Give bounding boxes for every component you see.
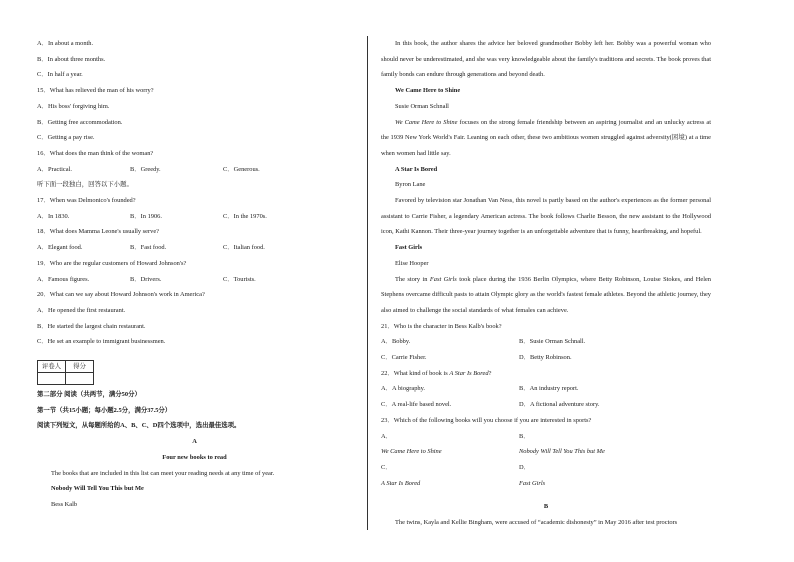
q15-stem: 15．What has relieved the man of his worry? <box>37 87 154 95</box>
q22-stem-pre: 22．What kind of book is <box>381 369 450 377</box>
score-cell <box>66 373 94 385</box>
q18-option-a: A．Elegant food. <box>37 244 83 252</box>
q14-option-c: C．In half a year. <box>37 71 83 79</box>
q23-options-cd <box>381 460 711 491</box>
passage-b-label: B <box>543 503 549 511</box>
q21-option-d: D．Betty Robinson. <box>519 354 572 362</box>
q17-stem: 17．When was Delmonico's founded? <box>37 197 136 205</box>
q16-option-a: A．Practical. <box>37 165 72 173</box>
grader-header: 评卷人 <box>38 361 66 373</box>
score-header: 得分 <box>66 361 94 373</box>
q23-options-ab <box>381 429 711 460</box>
q14-option-a: A．In about a month. <box>37 40 94 47</box>
passage-a-intro: The books that are included in this list can meet your reading needs at any time of year. <box>51 469 275 477</box>
q23-option-c <box>381 460 519 491</box>
book4-description <box>381 272 711 319</box>
right-column <box>381 36 711 531</box>
q19-option-c: C．Tourists. <box>223 275 256 283</box>
book2-author: Susie Orman Schnall <box>395 102 449 110</box>
book4-author: Elise Hooper <box>395 259 429 267</box>
book1-title: Nobody Will Tell You This but Me <box>51 485 144 493</box>
book2-title-ref: We Came Here to Shine <box>395 118 458 126</box>
q19-options <box>37 272 352 288</box>
q21-option-b: B．Susie Orman Schnall. <box>519 338 586 346</box>
q23-option-b <box>519 429 657 460</box>
q17-option-a: A．In 1830. <box>37 212 70 220</box>
q23-option-a-prefix: A． <box>381 432 393 440</box>
q21-option-c: C．Carrie Fisher. <box>381 354 427 362</box>
q17-option-c: C．In the 1970s. <box>223 212 267 220</box>
book4-title-ref: Fast Girls <box>429 275 457 283</box>
q23-option-a-text: We Came Here to Shine <box>381 448 442 456</box>
q19-option-a: A．Famous figures. <box>37 275 90 283</box>
q20-option-a: A．He opened the first restaurant. <box>37 306 126 314</box>
grader-cell <box>38 373 66 385</box>
book2-title: We Came Here to Shine <box>395 87 461 95</box>
q23-option-c-prefix: C． <box>381 463 392 471</box>
q21-options-ab <box>381 334 711 350</box>
score-table <box>37 360 94 385</box>
q23-option-b-text: Nobody Will Tell You This but Me <box>519 448 605 456</box>
part2-title: 第二部分 阅读（共两节，满分50分） <box>37 391 141 399</box>
q23-option-a <box>381 429 519 460</box>
book4-desc-pre: The story in <box>395 275 430 283</box>
q23-option-d <box>519 460 657 491</box>
passage-b-start: The twins, Kayla and Kellie Bingham, were accused of “academic dishonesty” in May 2016 after test proctors <box>395 519 678 527</box>
q23-option-d-text: Fast Girls <box>519 479 546 487</box>
q22-stem <box>381 366 711 382</box>
q22-options-cd <box>381 397 711 413</box>
q15-option-b: B．Getting free accommodation. <box>37 118 123 126</box>
q19-stem: 19．Who are the regular customers of Howard Johnson's? <box>37 259 187 267</box>
q21-options-cd <box>381 350 711 366</box>
q22-option-c: C．A real-life based novel. <box>381 401 452 409</box>
q22-option-d: D．A fictional adventure story. <box>519 401 600 409</box>
book4-desc-text: took place during the 1936 Berlin Olympics, where Betty Robinson, Louise Stokes, and Helen Stephens overcame difficult pasts to attain Olympic glory as the world's fastest female athletes. Beyond the athletic journey, they also aimed to challenge the social standards of what females can achieve. <box>381 275 711 314</box>
q18-stem: 18．What does Mamma Leone's usually serve? <box>37 228 160 236</box>
q23-option-c-text: A Star Is Bored <box>381 479 421 487</box>
book3-title: A Star Is Bored <box>395 165 438 173</box>
book1-author: Bess Kalb <box>51 500 78 508</box>
q15-option-c: C．Getting a pay rise. <box>37 134 95 142</box>
q19-option-b: B．Drivers. <box>130 275 162 283</box>
book1-description: In this book, the author shares the advice her beloved grandmother Bobby left her. Bobby was a powerful woman who should never be underestimated, and she was very knowledgeable about the family's traditions and secrets. The book proves that family bonds can endure through generations and beyond death. <box>381 40 711 79</box>
q22-options-ab <box>381 381 711 397</box>
q20-stem: 20．What can we say about Howard Johnson's work in America? <box>37 291 205 299</box>
book3-author: Byron Lane <box>395 181 426 189</box>
q18-option-b: B．Fast food. <box>130 244 167 252</box>
q16-stem: 16．What does the man think of the woman? <box>37 149 154 157</box>
q22-option-b: B．An industry report. <box>519 385 579 393</box>
book2-desc-text: focuses on the strong female friendship between an aspiring journalist and an unlucky actress at the 1939 New York World's Fair. Leaning on each other, these two ambitious women struggled against adversity(困境) at a time when women had little say. <box>381 118 711 157</box>
q20-option-b: B．He started the largest chain restaurant. <box>37 322 146 330</box>
column-divider <box>367 36 368 530</box>
q16-option-c: C．Generous. <box>223 165 260 173</box>
left-column <box>37 36 352 513</box>
q23-stem: 23．Which of the following books will you choose if you are interested in sports? <box>381 416 592 424</box>
q22-option-a: A．A biography. <box>381 385 425 393</box>
passage-a-label: A <box>192 438 197 446</box>
q22-stem-post: ? <box>488 369 492 377</box>
q21-stem: 21．Who is the character in Bess Kalb's book? <box>381 322 502 330</box>
q21-option-a: A．Bobby. <box>381 338 411 346</box>
q16-option-b: B．Greedy. <box>130 165 161 173</box>
q17-option-b: B．In 1906. <box>130 212 162 220</box>
book2-description <box>381 115 711 162</box>
book4-title: Fast Girls <box>395 244 423 252</box>
q20-option-c: C．He set an example to immigrant businessmen. <box>37 338 166 346</box>
q18-options <box>37 240 352 256</box>
q17-options <box>37 209 352 225</box>
q18-option-c: C．Italian food. <box>223 244 265 252</box>
q23-option-b-prefix: B． <box>519 432 530 440</box>
q16-options <box>37 162 352 178</box>
book3-description: Favored by television star Jonathan Van Ness, this novel is partly based on the author's experiences as the former personal assistant to Carrie Fisher, a legendary American actress. The book follows Charlie Besson, the new assistant to the Hollywood icon, Kathi Kannon. Their three-year journey together is an unforgettable adventure that is funny, heartbreaking, and hopeful. <box>381 197 711 236</box>
passage-a-title: Four new books to read <box>162 453 227 461</box>
q22-stem-title: A Star Is Bored <box>449 369 489 377</box>
monologue-instruction: 听下面一段独白，回答以下小题。 <box>37 181 133 189</box>
q14-option-b: B．In about three months. <box>37 55 106 63</box>
section1-title: 第一节（共15小题；每小题2.5分，满分37.5分） <box>37 406 172 414</box>
q15-option-a: A．His boss' forgiving him. <box>37 102 110 110</box>
q23-option-d-prefix: D． <box>519 463 531 471</box>
section1-instruction: 阅读下列短文，从每题所给的A、B、C、D四个选项中，选出最佳选项。 <box>37 422 241 430</box>
